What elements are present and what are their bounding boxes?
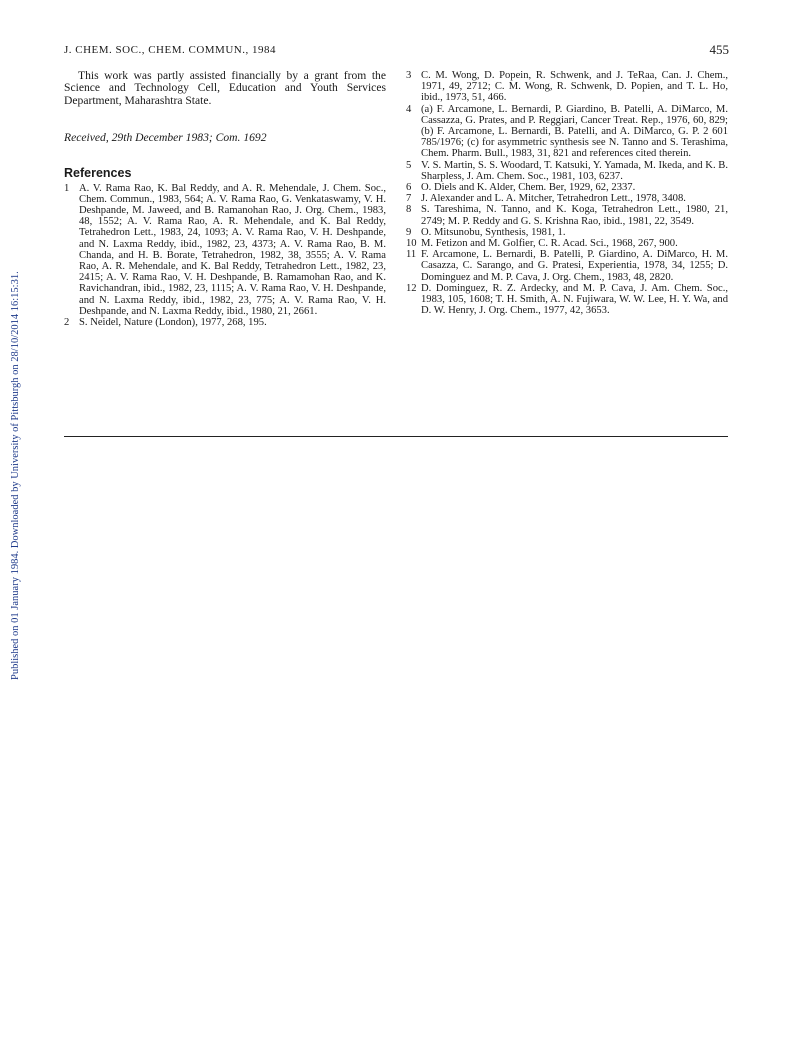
reference-item [406, 283, 728, 317]
reference-text: O. Diels and K. Alder, Chem. Ber, 1929, 62, 2337. [421, 182, 636, 194]
reference-text: S. Tareshima, N. Tanno, and K. Koga, Tetrahedron Lett., 1980, 21, 2749; M. P. Reddy and G. S. Krishna Rao, ibid., 1981, 22, 3549. [421, 204, 728, 227]
reference-number: 7 [406, 193, 412, 205]
reference-item [64, 317, 386, 328]
right-column [406, 70, 728, 316]
reference-text: (a) F. Arcamone, L. Bernardi, P. Giardino, B. Patelli, A. DiMarco, M. Cassazza, G. Prates, and P. Reggiari, Cancer Treat. Rep., 1976, 60, 829; (b) F. Arcamone, L. Bernardi, B. Patelli, and A. DiMarco, G. P. 2 601 785/1976; (c) for asymmetric synthesis see N. Tanno and S. Terashima, Chem. Pharm. Bull., 1983, 31, 821 and references cited therein. [421, 103, 728, 160]
reference-number: 4 [406, 103, 412, 115]
reference-text: M. Fetizon and M. Golfier, C. R. Acad. Sci., 1968, 267, 900. [421, 238, 678, 250]
reference-item [406, 160, 728, 182]
received-date: Received, 29th December 1983; Com. 1692 [64, 131, 267, 145]
reference-text: J. Alexander and L. A. Mitcher, Tetrahedron Lett., 1978, 3408. [421, 193, 686, 205]
reference-item [406, 227, 728, 238]
reference-number: 2 [64, 317, 70, 329]
reference-item [406, 182, 728, 193]
reference-text: O. Mitsunobu, Synthesis, 1981, 1. [421, 226, 566, 238]
reference-number: 8 [406, 204, 412, 216]
download-notice [0, 140, 20, 680]
page-number: 455 [709, 42, 729, 57]
reference-item [406, 104, 728, 160]
references-heading: References [64, 166, 132, 181]
reference-item [406, 204, 728, 226]
download-notice-text[interactable]: Published on 01 January 1984. Downloaded by University of Pittsburgh on 28/10/2014 16:15:31. [10, 271, 21, 680]
reference-list-left [64, 183, 386, 329]
reference-number: 5 [406, 159, 412, 171]
reference-text: S. Neidel, Nature (London), 1977, 268, 195. [79, 317, 267, 329]
reference-text: C. M. Wong, D. Popein, R. Schwenk, and J. TeRaa, Can. J. Chem., 1971, 49, 2712; C. M. Wong, R. Schwenk, D. Popien, and T. L. Ho, ibid., 1973, 51, 466. [421, 70, 728, 104]
reference-number: 6 [406, 182, 412, 194]
reference-text: A. V. Rama Rao, K. Bal Reddy, and A. R. Mehendale, J. Chem. Soc., Chem. Commun., 1983, 564; A. V. Rama Rao, G. Venkataswamy, V. H. Deshpande, M. Jaweed, and B. Ramanohan Rao, J. Org. Chem., 1983, 48, 1552; A. V. Rama Rao, A. R. Mehendale, and K. Bal Reddy, Tetrahedron Lett., 1983, 24, 1093; A. V. Rama Rao, V. H. Deshpande, and N. Laxma Reddy, ibid., 1982, 23, 4373; A. V. Rama Rao, B. M. Chanda, and H. B. Borate, Tetrahedron, 1982, 38, 3555; A. V. Rama Rao, A. R. Mehendale, and K. Bal Reddy, Tetrahedron Lett., 1982, 23, 2415; A. V. Rama Rao, V. H. Deshpande, B. Ramamohan Rao, and K. Ravichandran, ibid., 1982, 23, 1115; A. V. Rama Rao, V. H. Deshpande, and N. Laxma Reddy, ibid., 1982, 23, 775; A. V. Rama Rao, V. H. Deshpande, and N. Laxma Reddy, ibid., 1980, 21, 2661. [79, 182, 386, 317]
reference-item [406, 238, 728, 249]
reference-number: 1 [64, 182, 70, 194]
reference-list-right [406, 70, 728, 316]
reference-item [406, 249, 728, 283]
reference-number: 9 [406, 226, 412, 238]
section-divider [64, 436, 728, 437]
reference-text: V. S. Martin, S. S. Woodard, T. Katsuki, Y. Yamada, M. Ikeda, and K. B. Sharpless, J. Am. Chem. Soc., 1981, 103, 6237. [421, 159, 728, 182]
reference-text: F. Arcamone, L. Bernardi, B. Patelli, P. Giardino, A. DiMarco, H. M. Casazza, C. Sarango, and G. Pratesi, Experientia, 1978, 34, 1255; D. Dominguez and M. P. Cava, J. Org. Chem., 1983, 48, 2820. [421, 249, 728, 283]
reference-number: 3 [406, 70, 412, 81]
reference-item [64, 183, 386, 317]
reference-number: 12 [406, 282, 417, 294]
acknowledgement: This work was partly assisted financially by a grant from the Science and Technology Cell, Education and Youth Services Department, Maharashtra State. [64, 69, 386, 107]
running-header-journal: J. CHEM. SOC., CHEM. COMMUN., 1984 [64, 44, 276, 56]
reference-item [406, 193, 728, 204]
left-column [64, 70, 386, 328]
reference-number: 10 [406, 238, 417, 250]
reference-number: 11 [406, 249, 417, 261]
reference-text: D. Dominguez, R. Z. Ardecky, and M. P. Cava, J. Am. Chem. Soc., 1983, 105, 1608; T. H. Smith, A. N. Fujiwara, W. W. Lee, H. Y. Wa, and D. W. Henry, J. Org. Chem., 1977, 42, 3653. [421, 282, 728, 317]
reference-item [406, 70, 728, 104]
